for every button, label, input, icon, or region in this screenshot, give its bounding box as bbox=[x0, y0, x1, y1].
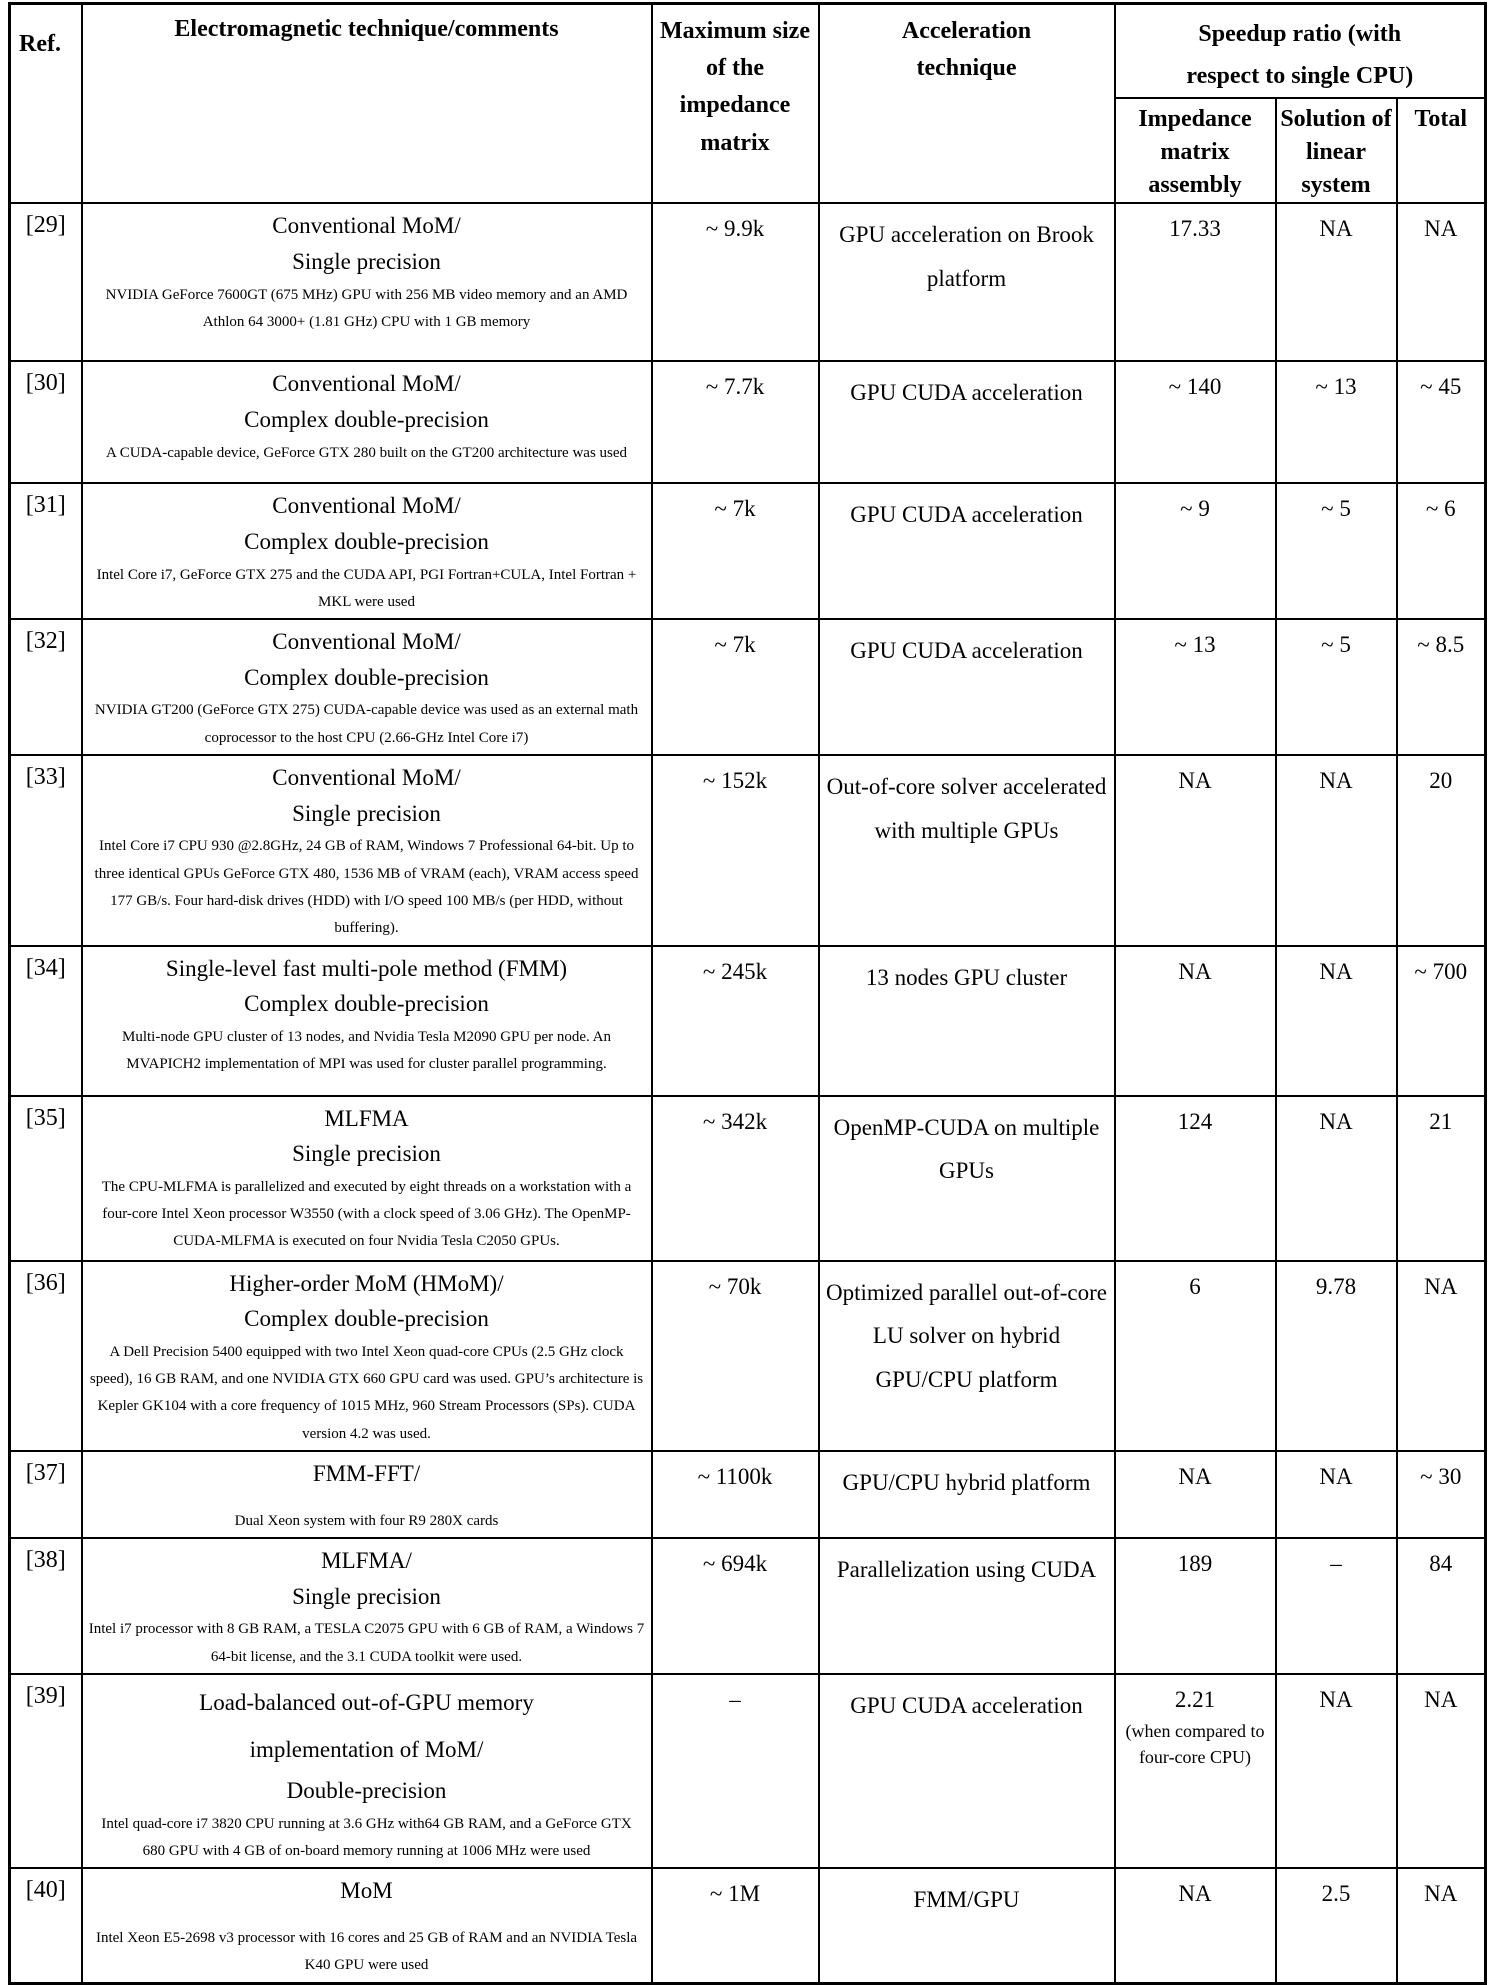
technique-title: Conventional MoM/ bbox=[272, 371, 461, 397]
max-size-cell: ~ 9.9k bbox=[652, 203, 819, 361]
technique-cell bbox=[82, 1451, 652, 1538]
table-row bbox=[10, 1451, 1486, 1538]
technique-comments: Intel Core i7 CPU 930 @2.8GHz, 24 GB of RAM, Windows 7 Professional 64-bit. Up to three identical GPUs GeForce GTX 480, 1536 MB of VRAM (each), VRAM access speed 177 GB/s. Four hard-disk drives (HDD) with I/O speed 100 MB/s (per HDD, without buffering). bbox=[94, 838, 639, 937]
table-row bbox=[10, 755, 1486, 945]
table-row bbox=[10, 483, 1486, 619]
technique-title: Single-level fast multi-pole method (FMM) bbox=[165, 955, 568, 981]
total-cell: NA bbox=[1397, 1261, 1486, 1451]
total-cell: 20 bbox=[1397, 755, 1486, 945]
technique-comments: NVIDIA GeForce 7600GT (675 MHz) GPU with 256 MB video memory and an AMD Athlon 64 3000+ (1.81 GHz) CPU with 1 GB memory bbox=[105, 286, 628, 330]
acceleration-cell: GPU CUDA acceleration bbox=[819, 619, 1115, 755]
assembly-cell bbox=[1115, 203, 1276, 361]
table-row bbox=[10, 203, 1486, 361]
acceleration-cell: 13 nodes GPU cluster bbox=[819, 946, 1115, 1096]
assembly-cell bbox=[1115, 1674, 1276, 1869]
assembly-value: ~ 140 bbox=[1168, 374, 1222, 400]
max-size-cell: ~ 7k bbox=[652, 619, 819, 755]
assembly-cell bbox=[1115, 1451, 1276, 1538]
table-row bbox=[10, 1538, 1486, 1674]
technique-subtitle: Single precision bbox=[292, 800, 441, 826]
assembly-value: NA bbox=[1178, 1464, 1212, 1490]
technique-subtitle: Complex double-precision bbox=[244, 991, 489, 1017]
solution-cell: NA bbox=[1276, 203, 1397, 361]
ref-cell: [40] bbox=[10, 1868, 82, 1983]
solution-cell: ~ 13 bbox=[1276, 361, 1397, 483]
max-size-cell: – bbox=[652, 1674, 819, 1869]
technique-subtitle: Single precision bbox=[292, 1141, 441, 1167]
solution-cell: NA bbox=[1276, 1096, 1397, 1261]
technique-subtitle: Complex double-precision bbox=[244, 528, 489, 554]
technique-cell bbox=[82, 619, 652, 755]
ref-cell: [31] bbox=[10, 483, 82, 619]
total-cell: ~ 30 bbox=[1397, 1451, 1486, 1538]
solution-cell: NA bbox=[1276, 946, 1397, 1096]
assembly-value: NA bbox=[1178, 768, 1212, 794]
technique-comments: Intel Core i7, GeForce GTX 275 and the CUDA API, PGI Fortran+CULA, Intel Fortran + MKL were used bbox=[96, 566, 637, 610]
technique-comments: NVIDIA GT200 (GeForce GTX 275) CUDA-capable device was used as an external math coprocessor to the host CPU (2.66-GHz Intel Core i7) bbox=[94, 702, 639, 746]
technique-comments: A Dell Precision 5400 equipped with two Intel Xeon quad-core CPUs (2.5 GHz clock speed), 16 GB RAM, and one NVIDIA GTX 660 GPU card was used. GPU’s architecture is Kepler GK104 with a core frequency of 1015 MHz, 960 Stream Processors (SPs). CUDA version 4.2 was used. bbox=[89, 1343, 644, 1442]
technique-cell bbox=[82, 203, 652, 361]
max-size-cell: ~ 342k bbox=[652, 1096, 819, 1261]
assembly-cell bbox=[1115, 1868, 1276, 1983]
acceleration-cell: OpenMP-CUDA on multiple GPUs bbox=[819, 1096, 1115, 1261]
max-size-cell: ~ 152k bbox=[652, 755, 819, 945]
solution-cell: ~ 5 bbox=[1276, 619, 1397, 755]
technique-title: MLFMA bbox=[324, 1105, 409, 1131]
technique-cell bbox=[82, 946, 652, 1096]
technique-title: Higher-order MoM (HMoM)/ bbox=[229, 1270, 504, 1296]
assembly-value: 189 bbox=[1177, 1550, 1213, 1576]
acceleration-cell: GPU CUDA acceleration bbox=[819, 483, 1115, 619]
max-size-cell: ~ 7.7k bbox=[652, 361, 819, 483]
technique-cell bbox=[82, 361, 652, 483]
total-cell: ~ 45 bbox=[1397, 361, 1486, 483]
ref-cell: [39] bbox=[10, 1674, 82, 1869]
header-speedup-assembly: Impedance matrix assembly bbox=[1115, 98, 1276, 203]
assembly-cell bbox=[1115, 946, 1276, 1096]
technique-comments: Intel i7 processor with 8 GB RAM, a TESLA C2075 GPU with 6 GB of RAM, a Windows 7 64-bit license, and the 3.1 CUDA toolkit were used. bbox=[88, 1621, 645, 1665]
technique-title: Conventional MoM/ bbox=[272, 629, 461, 655]
total-cell: NA bbox=[1397, 1868, 1486, 1983]
assembly-cell bbox=[1115, 483, 1276, 619]
acceleration-cell: Optimized parallel out-of-core LU solver on hybrid GPU/CPU platform bbox=[819, 1261, 1115, 1451]
assembly-value: 124 bbox=[1177, 1108, 1213, 1134]
header-acceleration-text: Acceleration technique bbox=[901, 18, 1032, 82]
technique-subtitle: Single precision bbox=[292, 248, 441, 274]
ref-cell: [37] bbox=[10, 1451, 82, 1538]
total-cell: 84 bbox=[1397, 1538, 1486, 1674]
technique-comments: Intel quad-core i7 3820 CPU running at 3.6 GHz with64 GB RAM, and a GeForce GTX 680 GPU with 4 GB of on-board memory running at 1006 MHz were used bbox=[101, 1815, 632, 1860]
total-cell: ~ 8.5 bbox=[1397, 619, 1486, 755]
assembly-cell bbox=[1115, 1096, 1276, 1261]
ref-cell: [34] bbox=[10, 946, 82, 1096]
technique-title: Conventional MoM/ bbox=[272, 765, 461, 791]
acceleration-cell: Out-of-core solver accelerated with multiple GPUs bbox=[819, 755, 1115, 945]
header-speedup-solution: Solution of linear system bbox=[1276, 98, 1397, 203]
acceleration-cell: GPU CUDA acceleration bbox=[819, 1674, 1115, 1869]
table-row bbox=[10, 619, 1486, 755]
ref-cell: [38] bbox=[10, 1538, 82, 1674]
assembly-value: ~ 9 bbox=[1180, 496, 1210, 522]
total-cell: NA bbox=[1397, 1674, 1486, 1869]
technique-title: MoM bbox=[340, 1878, 393, 1904]
assembly-value: ~ 13 bbox=[1174, 632, 1216, 658]
table-row bbox=[10, 1674, 1486, 1869]
technique-comments: Dual Xeon system with four R9 280X cards bbox=[234, 1512, 499, 1529]
solution-cell: NA bbox=[1276, 755, 1397, 945]
total-cell: 21 bbox=[1397, 1096, 1486, 1261]
assembly-cell bbox=[1115, 619, 1276, 755]
assembly-value: 17.33 bbox=[1169, 216, 1221, 242]
acceleration-cell: GPU CUDA acceleration bbox=[819, 361, 1115, 483]
max-size-cell: ~ 694k bbox=[652, 1538, 819, 1674]
technique-cell bbox=[82, 1096, 652, 1261]
header-ref: Ref. bbox=[10, 4, 82, 204]
header-max-size: Maximum size of the impedance matrix bbox=[652, 4, 819, 204]
technique-cell bbox=[82, 755, 652, 945]
table-row bbox=[10, 1096, 1486, 1261]
technique-title: Conventional MoM/ bbox=[272, 493, 461, 519]
technique-cell bbox=[82, 1674, 652, 1869]
ref-cell: [33] bbox=[10, 755, 82, 945]
technique-title: FMM-FFT/ bbox=[312, 1461, 421, 1487]
technique-cell bbox=[82, 1868, 652, 1983]
max-size-cell: ~ 1M bbox=[652, 1868, 819, 1983]
technique-comments: Multi-node GPU cluster of 13 nodes, and Nvidia Tesla M2090 GPU per node. An MVAPICH2 implementation of MPI was used for cluster parallel programming. bbox=[121, 1028, 612, 1073]
technique-subtitle: Complex double-precision bbox=[244, 406, 489, 432]
table-row bbox=[10, 1261, 1486, 1451]
technique-comments: Intel Xeon E5-2698 v3 processor with 16 cores and 25 GB of RAM and an NVIDIA Tesla K40 GPU were used bbox=[95, 1929, 638, 1974]
header-technique: Electromagnetic technique/comments bbox=[82, 4, 652, 204]
technique-subtitle: Complex double-precision bbox=[244, 664, 489, 690]
max-size-cell: ~ 70k bbox=[652, 1261, 819, 1451]
assembly-cell bbox=[1115, 755, 1276, 945]
header-speedup-total: Total bbox=[1397, 98, 1486, 203]
technique-cell bbox=[82, 483, 652, 619]
max-size-cell: ~ 7k bbox=[652, 483, 819, 619]
total-cell: ~ 700 bbox=[1397, 946, 1486, 1096]
technique-subtitle: Double-precision bbox=[286, 1778, 447, 1804]
header-speedup-group bbox=[1115, 4, 1486, 99]
acceleration-cell: Parallelization using CUDA bbox=[819, 1538, 1115, 1674]
solution-cell: ~ 5 bbox=[1276, 483, 1397, 619]
table-body bbox=[10, 203, 1486, 1983]
technique-subtitle: Single precision bbox=[292, 1583, 441, 1609]
solution-cell: 2.5 bbox=[1276, 1868, 1397, 1983]
assembly-note: (when compared to four-core CPU) bbox=[1125, 1721, 1265, 1768]
technique-title: MLFMA/ bbox=[321, 1547, 412, 1573]
assembly-cell bbox=[1115, 1538, 1276, 1674]
acceleration-cell: FMM/GPU bbox=[819, 1868, 1115, 1983]
ref-cell: [36] bbox=[10, 1261, 82, 1451]
assembly-cell bbox=[1115, 361, 1276, 483]
technique-subtitle: Complex double-precision bbox=[244, 1306, 489, 1332]
technique-cell bbox=[82, 1538, 652, 1674]
ref-cell: [35] bbox=[10, 1096, 82, 1261]
assembly-value: 6 bbox=[1189, 1273, 1201, 1299]
header-speedup-group-text: Speedup ratio (with respect to single CPU) bbox=[1186, 21, 1414, 89]
ref-cell: [29] bbox=[10, 203, 82, 361]
technique-cell bbox=[82, 1261, 652, 1451]
table-header bbox=[10, 4, 1486, 204]
technique-title: Conventional MoM/ bbox=[272, 213, 461, 239]
technique-title: Load-balanced out-of-GPU memory implementation of MoM/ bbox=[199, 1689, 534, 1762]
acceleration-cell: GPU/CPU hybrid platform bbox=[819, 1451, 1115, 1538]
technique-comments: A CUDA-capable device, GeForce GTX 280 built on the GT200 architecture was used bbox=[105, 444, 628, 461]
total-cell: ~ 6 bbox=[1397, 483, 1486, 619]
ref-cell: [32] bbox=[10, 619, 82, 755]
header-acceleration bbox=[819, 4, 1115, 204]
technique-comments: The CPU-MLFMA is parallelized and executed by eight threads on a workstation with a four-core Intel Xeon processor W3550 (with a clock speed of 3.06 GHz). The OpenMP-CUDA-MLFMA is executed on four Nvidia Tesla C2050 GPUs. bbox=[101, 1178, 632, 1250]
table-row bbox=[10, 1868, 1486, 1983]
solution-cell: NA bbox=[1276, 1451, 1397, 1538]
solution-cell: 9.78 bbox=[1276, 1261, 1397, 1451]
table-row bbox=[10, 361, 1486, 483]
solution-cell: – bbox=[1276, 1538, 1397, 1674]
table-row bbox=[10, 946, 1486, 1096]
ref-cell: [30] bbox=[10, 361, 82, 483]
assembly-value: NA bbox=[1178, 1881, 1212, 1907]
max-size-cell: ~ 1100k bbox=[652, 1451, 819, 1538]
assembly-cell bbox=[1115, 1261, 1276, 1451]
total-cell: NA bbox=[1397, 203, 1486, 361]
solution-cell: NA bbox=[1276, 1674, 1397, 1869]
assembly-value: NA bbox=[1178, 958, 1212, 984]
comparison-table bbox=[8, 2, 1487, 1985]
max-size-cell: ~ 245k bbox=[652, 946, 819, 1096]
assembly-value: 2.21 bbox=[1174, 1686, 1216, 1712]
acceleration-cell: GPU acceleration on Brook platform bbox=[819, 203, 1115, 361]
